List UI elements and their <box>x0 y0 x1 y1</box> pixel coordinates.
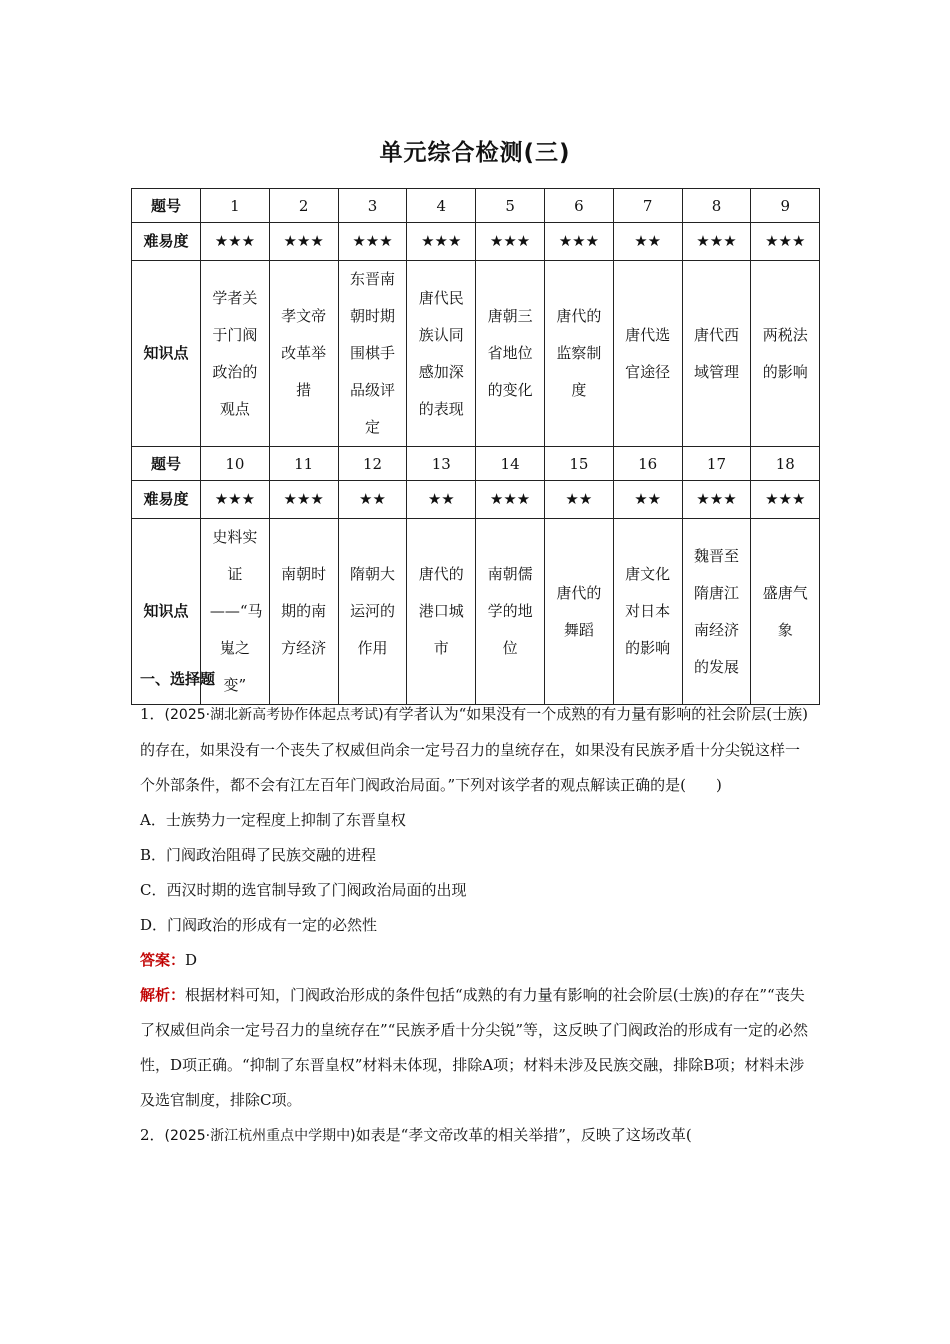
difficulty-stars: ★★★ <box>476 223 545 261</box>
analysis-label: 解析： <box>140 986 186 1004</box>
knowledge-point: 两税法的影响 <box>762 325 808 381</box>
question-number-label: 2． <box>140 1126 165 1144</box>
knowledge-point-cell <box>682 261 751 447</box>
knowledge-point: 唐文化对日本的影响 <box>625 565 671 657</box>
question-number: 5 <box>476 189 545 223</box>
analysis-text: 根据材料可知，门阀政治形成的条件包括“成熟的有力量有影响的社会阶层(士族)的存在”“丧失了权威但尚余一定号召力的皇统存在”“民族矛盾十分尖锐”等，这反映了门阀政治的形成有一定的必然性，D项正确。“抑制了东晋皇权”材料未体现，排除A项；材料未涉及民族交融，排除B项；材料未涉及选官制度，排除C项。 <box>140 986 809 1109</box>
knowledge-point: 盛唐气象 <box>762 583 808 639</box>
difficulty-stars: ★★★ <box>407 223 476 261</box>
difficulty-stars: ★★★ <box>682 481 751 519</box>
question-stem: 如表是“孝文帝改革的相关举措”，反映了这场改革( <box>355 1126 692 1144</box>
difficulty-stars: ★★★ <box>269 223 338 261</box>
question-number: 1 <box>201 189 270 223</box>
knowledge-point: 唐代的监察制度 <box>556 307 602 399</box>
difficulty-stars: ★★ <box>544 481 613 519</box>
knowledge-point-cell <box>407 261 476 447</box>
difficulty-stars: ★★ <box>613 223 682 261</box>
knowledge-point-cell <box>751 261 820 447</box>
question-body <box>140 662 813 1154</box>
knowledge-point: 孝文帝改革举措 <box>281 307 327 399</box>
label-knowledge-point: 知识点 <box>132 261 201 447</box>
question-number: 4 <box>407 189 476 223</box>
question-number: 17 <box>682 447 751 481</box>
answer-value: D <box>185 951 198 969</box>
difficulty-stars: ★★ <box>407 481 476 519</box>
knowledge-point: 魏晋至隋唐江南经济的发展 <box>693 546 739 676</box>
question-number: 15 <box>544 447 613 481</box>
table-row-difficulty-1 <box>132 223 820 261</box>
table-row-difficulty-2 <box>132 481 820 519</box>
knowledge-point: 唐朝三省地位的变化 <box>487 307 533 399</box>
label-question-number: 题号 <box>132 447 201 481</box>
knowledge-point: 史料实证——“马嵬之变” <box>209 528 263 694</box>
page-title: 单元综合检测(三) <box>379 140 571 166</box>
knowledge-point: 东晋南朝时期围棋手品级评定 <box>349 270 395 436</box>
label-difficulty: 难易度 <box>132 223 201 261</box>
question-number: 16 <box>613 447 682 481</box>
difficulty-stars: ★★★ <box>476 481 545 519</box>
difficulty-stars: ★★★ <box>269 481 338 519</box>
knowledge-point: 唐代民族认同感加深的表现 <box>418 288 464 418</box>
difficulty-stars: ★★★ <box>338 223 407 261</box>
table-row-numbers-2 <box>132 447 820 481</box>
knowledge-point: 唐代的港口城市 <box>418 565 464 657</box>
difficulty-stars: ★★★ <box>751 481 820 519</box>
answer-label: 答案： <box>140 951 186 969</box>
question-number: 6 <box>544 189 613 223</box>
knowledge-point-cell <box>544 261 613 447</box>
knowledge-table <box>131 188 820 705</box>
option-a: A．士族势力一定程度上抑制了东晋皇权 <box>140 811 406 829</box>
question-number: 12 <box>338 447 407 481</box>
section-heading: 一、选择题 <box>140 670 216 688</box>
knowledge-point: 学者关于门阀政治的观点 <box>212 288 258 418</box>
question-number: 13 <box>407 447 476 481</box>
analysis-paragraph <box>140 978 813 1118</box>
label-knowledge-point: 知识点 <box>132 519 201 705</box>
table-row-knowledge-1 <box>132 261 820 447</box>
knowledge-point-cell <box>269 261 338 447</box>
option-c: C．西汉时期的选官制导致了门阀政治局面的出现 <box>140 881 467 899</box>
label-question-number: 题号 <box>132 189 201 223</box>
difficulty-stars: ★★ <box>338 481 407 519</box>
option-b: B．门阀政治阻碍了民族交融的进程 <box>140 846 377 864</box>
question-number: 2 <box>269 189 338 223</box>
knowledge-point-cell <box>201 261 270 447</box>
knowledge-point: 南朝儒学的地位 <box>487 565 533 657</box>
difficulty-stars: ★★ <box>613 481 682 519</box>
difficulty-stars: ★★★ <box>682 223 751 261</box>
knowledge-point: 唐代的舞蹈 <box>556 583 602 639</box>
difficulty-stars: ★★★ <box>544 223 613 261</box>
question-number-label: 1． <box>140 705 165 723</box>
table-row-numbers-1 <box>132 189 820 223</box>
knowledge-point-cell <box>338 261 407 447</box>
label-difficulty: 难易度 <box>132 481 201 519</box>
difficulty-stars: ★★★ <box>201 223 270 261</box>
difficulty-stars: ★★★ <box>201 481 270 519</box>
question-number: 9 <box>751 189 820 223</box>
question-number: 8 <box>682 189 751 223</box>
knowledge-point: 唐代西域管理 <box>693 325 739 381</box>
difficulty-stars: ★★★ <box>751 223 820 261</box>
option-d: D．门阀政治的形成有一定的必然性 <box>140 916 378 934</box>
question-source: (2025·湖北新高考协作体起点考试) <box>164 707 384 723</box>
question-number: 7 <box>613 189 682 223</box>
answer-line <box>140 943 813 978</box>
question-stem: 有学者认为“如果没有一个成熟的有力量有影响的社会阶层(士族)的存在，如果没有一个丧失了权威但尚余一定号召力的皇统存在，如果没有民族矛盾十分尖锐这样一个外部条件，都不会有江左百年门阀政治局面。”下列对该学者的观点解读正确的是( ) <box>140 705 808 794</box>
knowledge-point: 南朝时期的南方经济 <box>281 565 327 657</box>
knowledge-point-cell <box>476 261 545 447</box>
question-number: 18 <box>751 447 820 481</box>
knowledge-point: 隋朝大运河的作用 <box>349 565 395 657</box>
question-number: 14 <box>476 447 545 481</box>
question-source: (2025·浙江杭州重点中学期中) <box>164 1128 356 1144</box>
knowledge-point-cell <box>613 261 682 447</box>
question-number: 11 <box>269 447 338 481</box>
question-number: 3 <box>338 189 407 223</box>
question-number: 10 <box>201 447 270 481</box>
question-1 <box>140 697 813 803</box>
question-2 <box>140 1118 813 1154</box>
knowledge-point: 唐代选官途径 <box>625 325 671 381</box>
